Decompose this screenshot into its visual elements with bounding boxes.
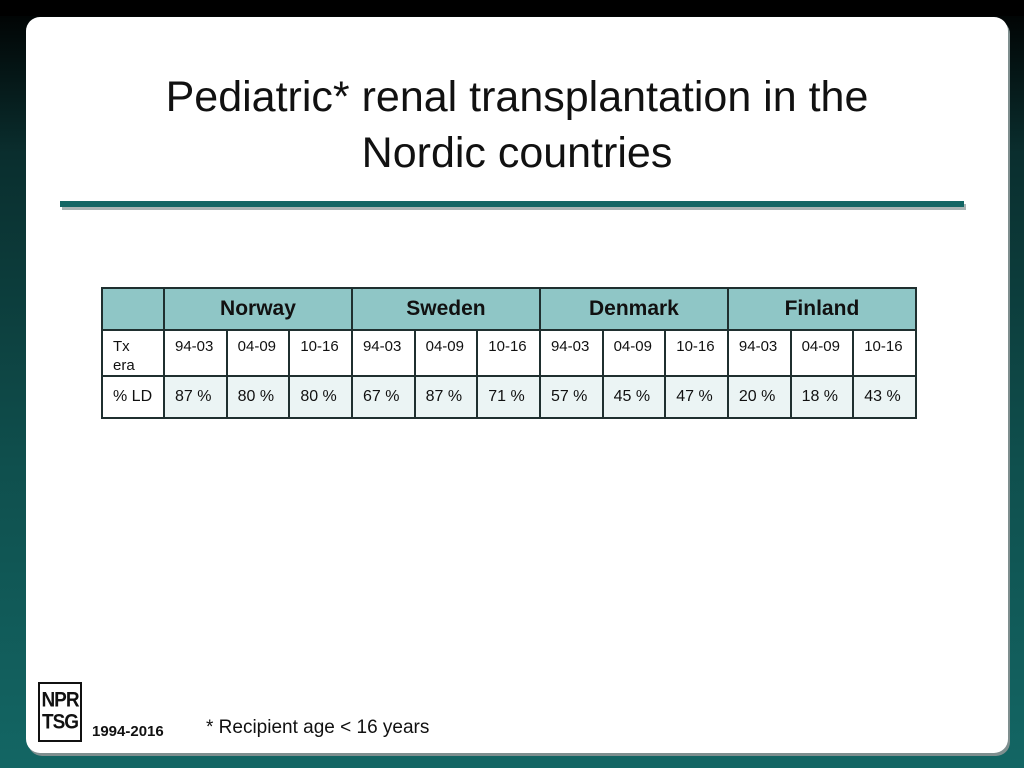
era-cell: 04-09	[791, 330, 854, 376]
era-label-line-2: era	[113, 357, 135, 374]
ld-value-cell: 87 %	[164, 376, 227, 418]
top-bar	[0, 0, 1024, 16]
year-range: 1994-2016	[92, 723, 164, 740]
era-cell: 04-09	[227, 330, 290, 376]
era-cell: 94-03	[540, 330, 603, 376]
header-corner-cell	[102, 288, 164, 330]
country-header-norway: Norway	[164, 288, 352, 330]
ld-value-cell: 47 %	[665, 376, 728, 418]
era-cell: 10-16	[477, 330, 540, 376]
ld-value-cell: 80 %	[289, 376, 352, 418]
era-row	[102, 330, 916, 376]
ld-value-cell: 43 %	[853, 376, 916, 418]
era-cell: 04-09	[415, 330, 478, 376]
era-cell: 10-16	[853, 330, 916, 376]
transplant-table	[101, 287, 917, 419]
ld-value-cell: 20 %	[728, 376, 791, 418]
era-cell: 94-03	[728, 330, 791, 376]
living-donor-row	[102, 376, 916, 418]
era-row-label	[102, 330, 164, 376]
ld-value-cell: 87 %	[415, 376, 478, 418]
era-cell: 94-03	[352, 330, 415, 376]
country-header-sweden: Sweden	[352, 288, 540, 330]
logo-line-1: NPR	[41, 688, 79, 712]
era-cell: 10-16	[289, 330, 352, 376]
title-divider	[60, 201, 964, 207]
ld-value-cell: 57 %	[540, 376, 603, 418]
slide	[26, 17, 1008, 753]
ld-value-cell: 45 %	[603, 376, 666, 418]
era-label-line-1: Tx	[113, 338, 130, 355]
ld-value-cell: 71 %	[477, 376, 540, 418]
ld-value-cell: 80 %	[227, 376, 290, 418]
country-header-finland: Finland	[728, 288, 916, 330]
slide-title	[26, 69, 1008, 181]
ld-value-cell: 67 %	[352, 376, 415, 418]
footnote: * Recipient age < 16 years	[206, 717, 430, 738]
logo-line-2: TSG	[41, 710, 79, 734]
ld-value-cell: 18 %	[791, 376, 854, 418]
country-header-row	[102, 288, 916, 330]
era-cell: 10-16	[665, 330, 728, 376]
era-cell: 04-09	[603, 330, 666, 376]
era-cell: 94-03	[164, 330, 227, 376]
title-line-2: Nordic countries	[361, 129, 673, 177]
ld-row-label: % LD	[102, 376, 164, 418]
title-line-1: Pediatric* renal transplantation in the	[165, 73, 869, 121]
country-header-denmark: Denmark	[540, 288, 728, 330]
nprtsg-logo	[38, 682, 82, 742]
